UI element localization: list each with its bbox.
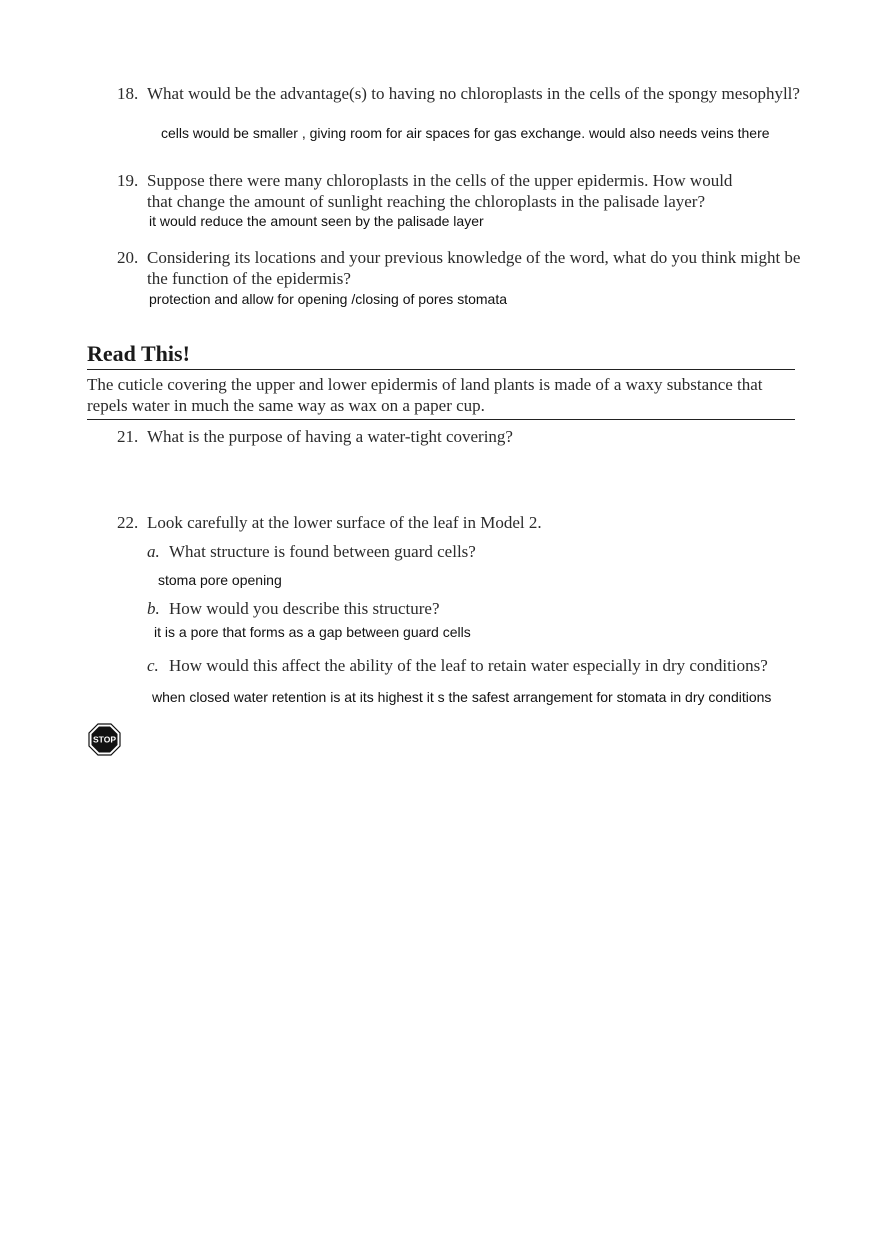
question-21 xyxy=(117,426,807,447)
question-number: 18. xyxy=(117,84,139,103)
question-22a xyxy=(147,541,807,562)
divider-top xyxy=(87,369,795,370)
stop-sign-icon xyxy=(88,723,121,756)
question-18 xyxy=(117,83,807,104)
answer-22b[interactable]: it is a pore that forms as a gap between guard cells xyxy=(154,624,471,640)
question-text: What would be the advantage(s) to having no chloroplasts in the cells of the spongy mesophyll? xyxy=(147,84,800,103)
sub-letter: a. xyxy=(147,542,160,561)
stop-sign-svg xyxy=(88,723,121,756)
answer-20[interactable]: protection and allow for opening /closing of pores stomata xyxy=(149,291,507,307)
question-20 xyxy=(117,247,807,289)
question-text: Suppose there were many chloroplasts in the cells of the upper epidermis. How would that change the amount of sunlight reaching the chloroplasts in the palisade layer? xyxy=(147,171,733,211)
sub-text: How would you describe this structure? xyxy=(169,599,440,618)
divider-bottom xyxy=(87,419,795,420)
question-22c xyxy=(147,655,807,676)
question-number: 21. xyxy=(117,427,139,446)
sub-text: What structure is found between guard cells? xyxy=(169,542,476,561)
answer-18[interactable]: cells would be smaller , giving room for air spaces for gas exchange. would also needs veins there xyxy=(161,125,770,141)
answer-19[interactable]: it would reduce the amount seen by the palisade layer xyxy=(149,213,484,229)
question-text: Considering its locations and your previous knowledge of the word, what do you think might be the function of the epidermis? xyxy=(147,248,801,288)
question-text: Look carefully at the lower surface of the leaf in Model 2. xyxy=(147,513,542,532)
sub-text: How would this affect the ability of the leaf to retain water especially in dry conditions? xyxy=(169,656,768,675)
stop-sign-label: STOP xyxy=(93,734,116,745)
answer-22c[interactable]: when closed water retention is at its highest it s the safest arrangement for stomata in dry conditions xyxy=(152,689,772,705)
question-text: What is the purpose of having a water-tight covering? xyxy=(147,427,513,446)
question-22 xyxy=(117,512,807,533)
sub-letter: c. xyxy=(147,656,159,675)
question-22b xyxy=(147,598,807,619)
answer-22a[interactable]: stoma pore opening xyxy=(158,572,282,588)
read-this-body: The cuticle covering the upper and lower epidermis of land plants is made of a waxy substance that repels water in much the same way as wax on a paper cup. xyxy=(87,375,763,415)
question-number: 19. xyxy=(117,171,139,190)
question-number: 22. xyxy=(117,513,139,532)
read-this-heading: Read This! xyxy=(87,341,190,366)
question-19 xyxy=(117,170,807,212)
question-number: 20. xyxy=(117,248,139,267)
sub-letter: b. xyxy=(147,599,160,618)
